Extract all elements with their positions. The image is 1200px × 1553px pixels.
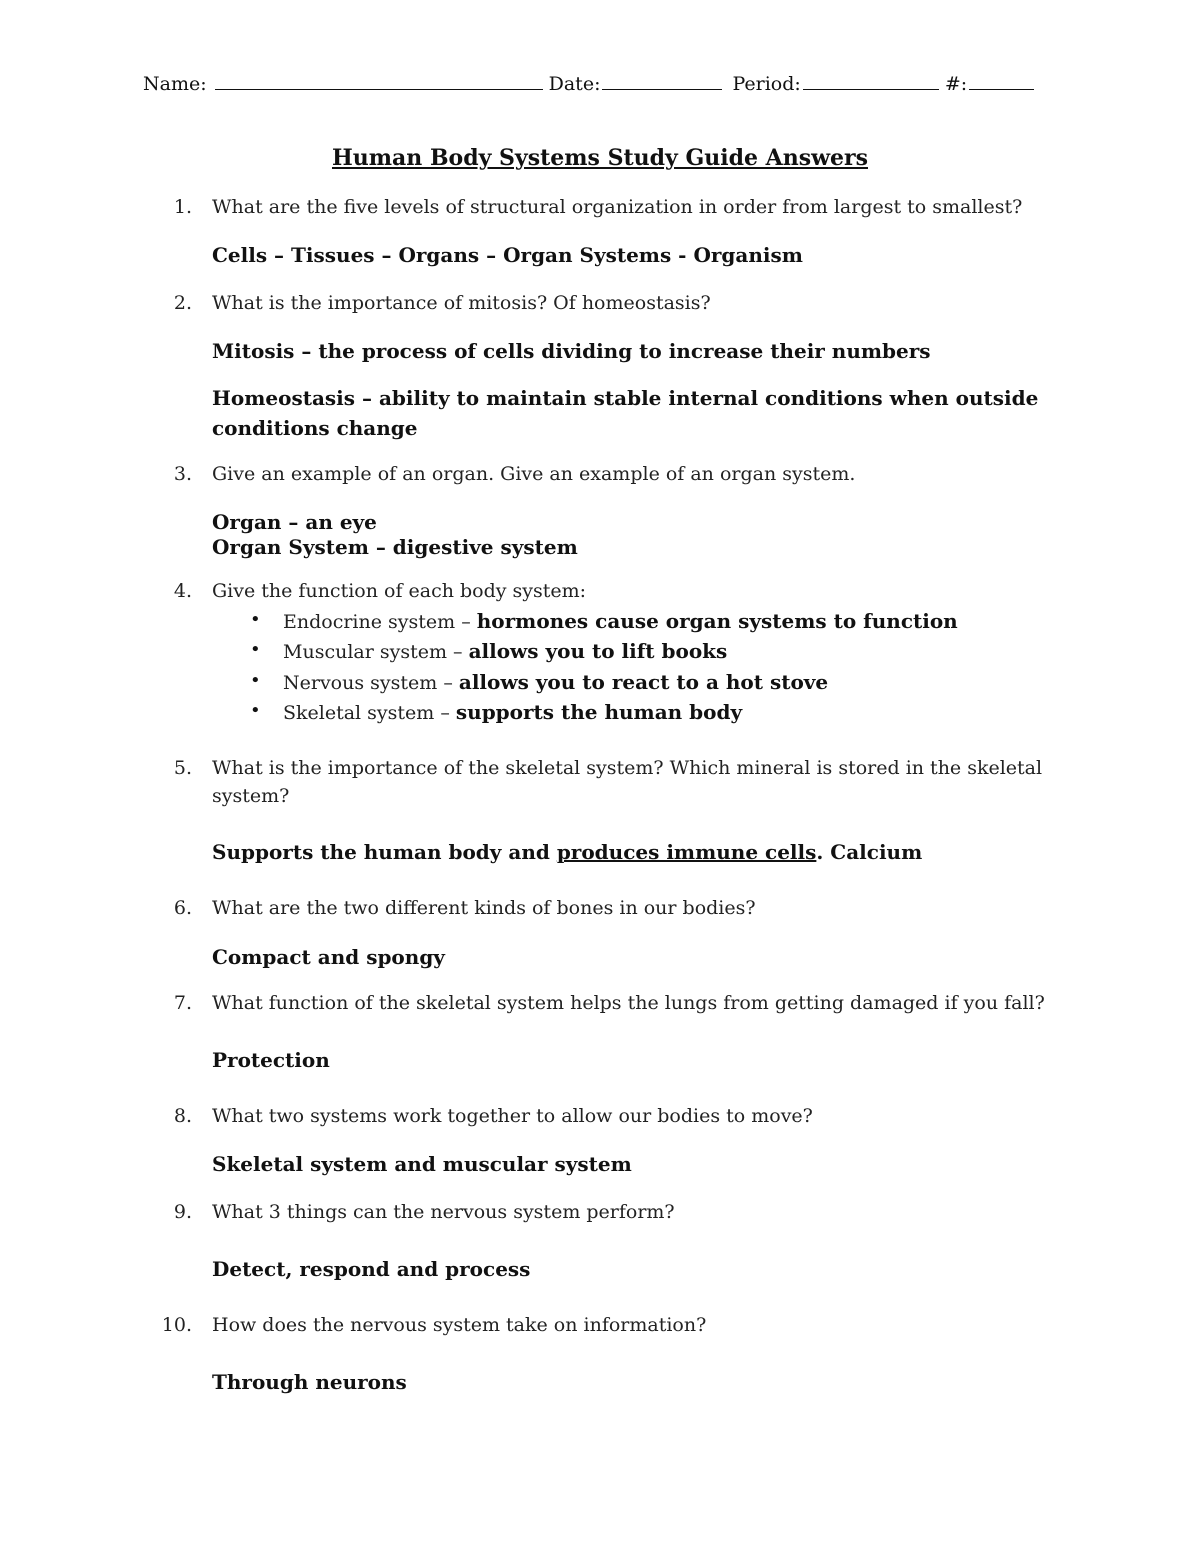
page-title: Human Body Systems Study Guide Answers (331, 145, 868, 171)
question-text: Give the function of each body system: (212, 580, 587, 602)
answer-text (212, 840, 922, 864)
answer-text: Detect, respond and process (212, 1257, 531, 1281)
system-label: Skeletal system – (283, 702, 456, 724)
question-text: system? (212, 785, 290, 807)
name-blank[interactable] (215, 71, 543, 90)
system-label: Muscular system – (283, 641, 469, 663)
bullet-icon: • (250, 700, 261, 721)
header-fields (143, 71, 1034, 95)
system-function: supports the human body (455, 700, 743, 724)
system-label: Nervous system – (283, 672, 459, 694)
question-number: 8. (173, 1105, 192, 1127)
question-text: What are the two different kinds of bones in our bodies? (212, 897, 756, 919)
question-text: Give an example of an organ. Give an example of an organ system. (212, 463, 856, 485)
date-blank[interactable] (602, 71, 722, 90)
question-text: How does the nervous system take on information? (212, 1314, 707, 1336)
list-item (283, 639, 727, 663)
list-item (283, 670, 828, 694)
bullet-icon: • (250, 609, 261, 630)
question-number: 9. (173, 1201, 192, 1223)
question-text: What is the importance of mitosis? Of homeostasis? (212, 292, 711, 314)
name-label: Name: (143, 73, 207, 95)
answer-text: Cells – Tissues – Organs – Organ Systems - Organism (212, 243, 803, 267)
question-text: What 3 things can the nervous system perform? (212, 1201, 675, 1223)
question-number: 6. (173, 897, 192, 919)
list-item (283, 609, 958, 633)
question-text: What is the importance of the skeletal system? Which mineral is stored in the skeletal (212, 757, 1043, 779)
answer-part: Supports the human body and (212, 840, 557, 864)
answer-text: Organ – an eye (212, 510, 377, 534)
question-number: 1. (173, 196, 192, 218)
question-number: 10. (161, 1314, 192, 1336)
question-text: What are the five levels of structural organization in order from largest to smallest? (212, 196, 1023, 218)
number-blank[interactable] (969, 71, 1034, 90)
answer-text: Compact and spongy (212, 945, 445, 969)
answer-text: Homeostasis – ability to maintain stable internal conditions when outside (212, 386, 1039, 410)
number-label: #: (944, 73, 968, 95)
answer-text: conditions change (212, 416, 418, 440)
answer-text: Protection (212, 1048, 330, 1072)
answer-text: Skeletal system and muscular system (212, 1152, 632, 1176)
system-function: allows you to lift books (468, 639, 728, 663)
date-label: Date: (548, 73, 601, 95)
question-number: 5. (173, 757, 192, 779)
period-blank[interactable] (803, 71, 939, 90)
system-function: hormones cause organ systems to function (476, 609, 958, 633)
question-number: 4. (173, 580, 192, 602)
system-function: allows you to react to a hot stove (458, 670, 829, 694)
answer-underlined: produces immune cells (556, 840, 817, 864)
answer-text: Through neurons (212, 1370, 407, 1394)
bullet-icon: • (250, 639, 261, 660)
question-text: What two systems work together to allow our bodies to move? (212, 1105, 813, 1127)
question-number: 3. (173, 463, 192, 485)
question-text: What function of the skeletal system helps the lungs from getting damaged if you fall? (212, 992, 1045, 1014)
answer-text: Organ System – digestive system (212, 535, 578, 559)
bullet-icon: • (250, 670, 261, 691)
question-number: 2. (173, 292, 192, 314)
answer-part: . Calcium (816, 840, 923, 864)
answer-text: Mitosis – the process of cells dividing to increase their numbers (212, 339, 931, 363)
system-label: Endocrine system – (283, 611, 477, 633)
list-item (283, 700, 742, 724)
question-number: 7. (173, 992, 192, 1014)
period-label: Period: (732, 73, 801, 95)
